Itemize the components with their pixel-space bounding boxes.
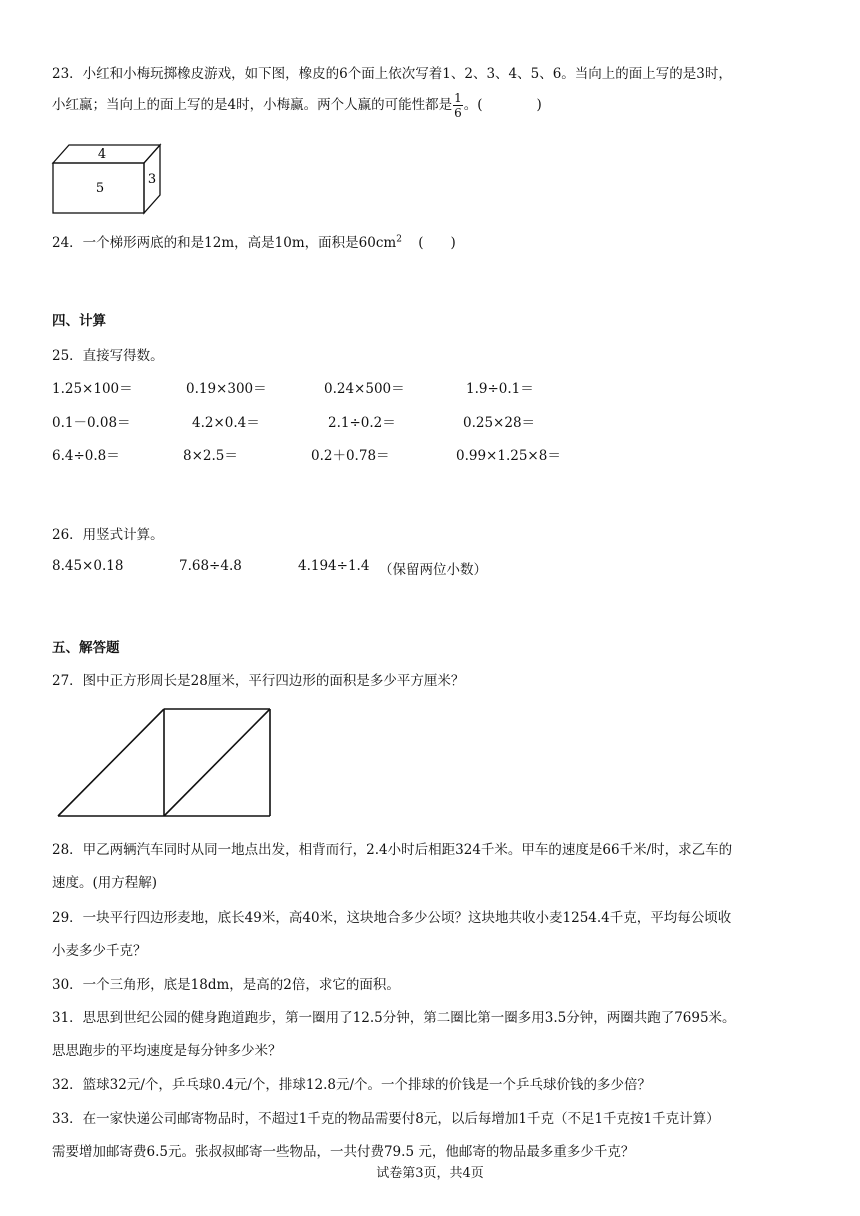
q25-cell: 1.25×100＝ [52, 381, 133, 397]
q28-line1: 28．甲乙两辆汽车同时从同一地点出发，相背而行，2.4小时后相距324千米。甲车的速度是66千米/时，求乙车的 [52, 842, 733, 858]
q23-line2 [52, 92, 542, 119]
cuboid-front-label: 5 [95, 181, 105, 196]
q25-cell: 1.9÷0.1＝ [466, 381, 534, 397]
q25-cell: 6.4÷0.8＝ [52, 448, 120, 464]
q25-cell: 0.2＋0.78＝ [311, 448, 390, 464]
cuboid-side-label: 3 [147, 172, 157, 187]
q25-cell: 0.99×1.25×8＝ [456, 448, 561, 464]
q24-text: 24．一个梯形两底的和是12m，高是10m，面积是60cm [52, 235, 397, 251]
q25-cell: 0.1－0.08＝ [52, 415, 131, 431]
q24 [52, 231, 456, 251]
q30-text: 30．一个三角形，底是18dm，是高的2倍，求它的面积。 [52, 977, 400, 993]
q25-cell: 4.2×0.4＝ [192, 415, 260, 431]
cuboid-top-face [53, 145, 160, 163]
square-diagonal [164, 709, 270, 816]
q24-superscript: 2 [396, 234, 402, 245]
q29-line1: 29．一块平行四边形麦地，底长49米，高40米，这块地合多少公顷？这块地共收小麦1254.4千克，平均每公顷收 [52, 910, 732, 926]
fraction-one-sixth [453, 92, 463, 119]
q25-cell: 0.24×500＝ [324, 381, 405, 397]
q32-text: 32．篮球32元/个，乒乓球0.4元/个，排球12.8元/个。一个排球的价钱是一个乒乓球价钱的多少倍？ [52, 1077, 652, 1093]
fraction-numerator: 1 [454, 91, 462, 105]
q31-line2: 思思跑步的平均速度是每分钟多少米？ [52, 1043, 282, 1059]
cuboid-top-label: 4 [97, 147, 107, 162]
section-4-title: 四、计算 [52, 313, 106, 329]
q25-cell: 2.1÷0.2＝ [328, 415, 396, 431]
page-footer: 试卷第3页，共4页 [376, 1166, 484, 1181]
q24-answer-paren: ( ) [418, 235, 456, 251]
section-5-title: 五、解答题 [52, 640, 120, 656]
q31-line1: 31．思思到世纪公园的健身跑道跑步，第一圈用了12.5分钟，第二圈比第一圈多用3.5分钟，两圈共跑了7695米。 [52, 1010, 736, 1026]
q26-item: 8.45×0.18 [52, 558, 124, 574]
q33-line1: 33．在一家快递公司邮寄物品时，不超过1千克的物品需要付8元，以后每增加1千克（不足1千克按1千克计算） [52, 1111, 720, 1127]
q27-text: 27．图中正方形周长是28厘米，平行四边形的面积是多少平方厘米？ [52, 673, 465, 689]
q33-line2: 需要增加邮寄费6.5元。张叔叔邮寄一些物品，一共付费79.5 元，他邮寄的物品最多重多少千克？ [52, 1144, 635, 1160]
q29-line2: 小麦多少千克？ [52, 943, 147, 959]
q26-note: （保留两位小数） [379, 562, 487, 578]
square-parallelogram-figure [50, 705, 276, 819]
fraction-denominator: 6 [454, 106, 462, 120]
q23-line2-text: 小红赢；当向上的面上写的是4时，小梅赢。两个人赢的可能性都是 [52, 97, 453, 113]
q23-line1: 23．小红和小梅玩掷橡皮游戏，如下图，橡皮的6个面上依次写着1、2、3、4、5、6。当向上的面上写的是3时， [52, 66, 732, 82]
q26-item: 7.68÷4.8 [179, 558, 242, 574]
q26-item: 4.194÷1.4 [298, 558, 370, 574]
q28-line2: 速度。(用方程解) [52, 875, 158, 891]
q25-cell: 0.19×300＝ [186, 381, 267, 397]
q23-answer-paren: 。( ) [463, 97, 542, 113]
q25-cell: 8×2.5＝ [183, 448, 238, 464]
q25-title: 25．直接写得数。 [52, 348, 164, 364]
q25-cell: 0.25×28＝ [463, 415, 536, 431]
parallelogram-left-side [58, 709, 164, 816]
q26-title: 26．用竖式计算。 [52, 527, 164, 543]
eraser-cuboid-figure [50, 142, 165, 216]
